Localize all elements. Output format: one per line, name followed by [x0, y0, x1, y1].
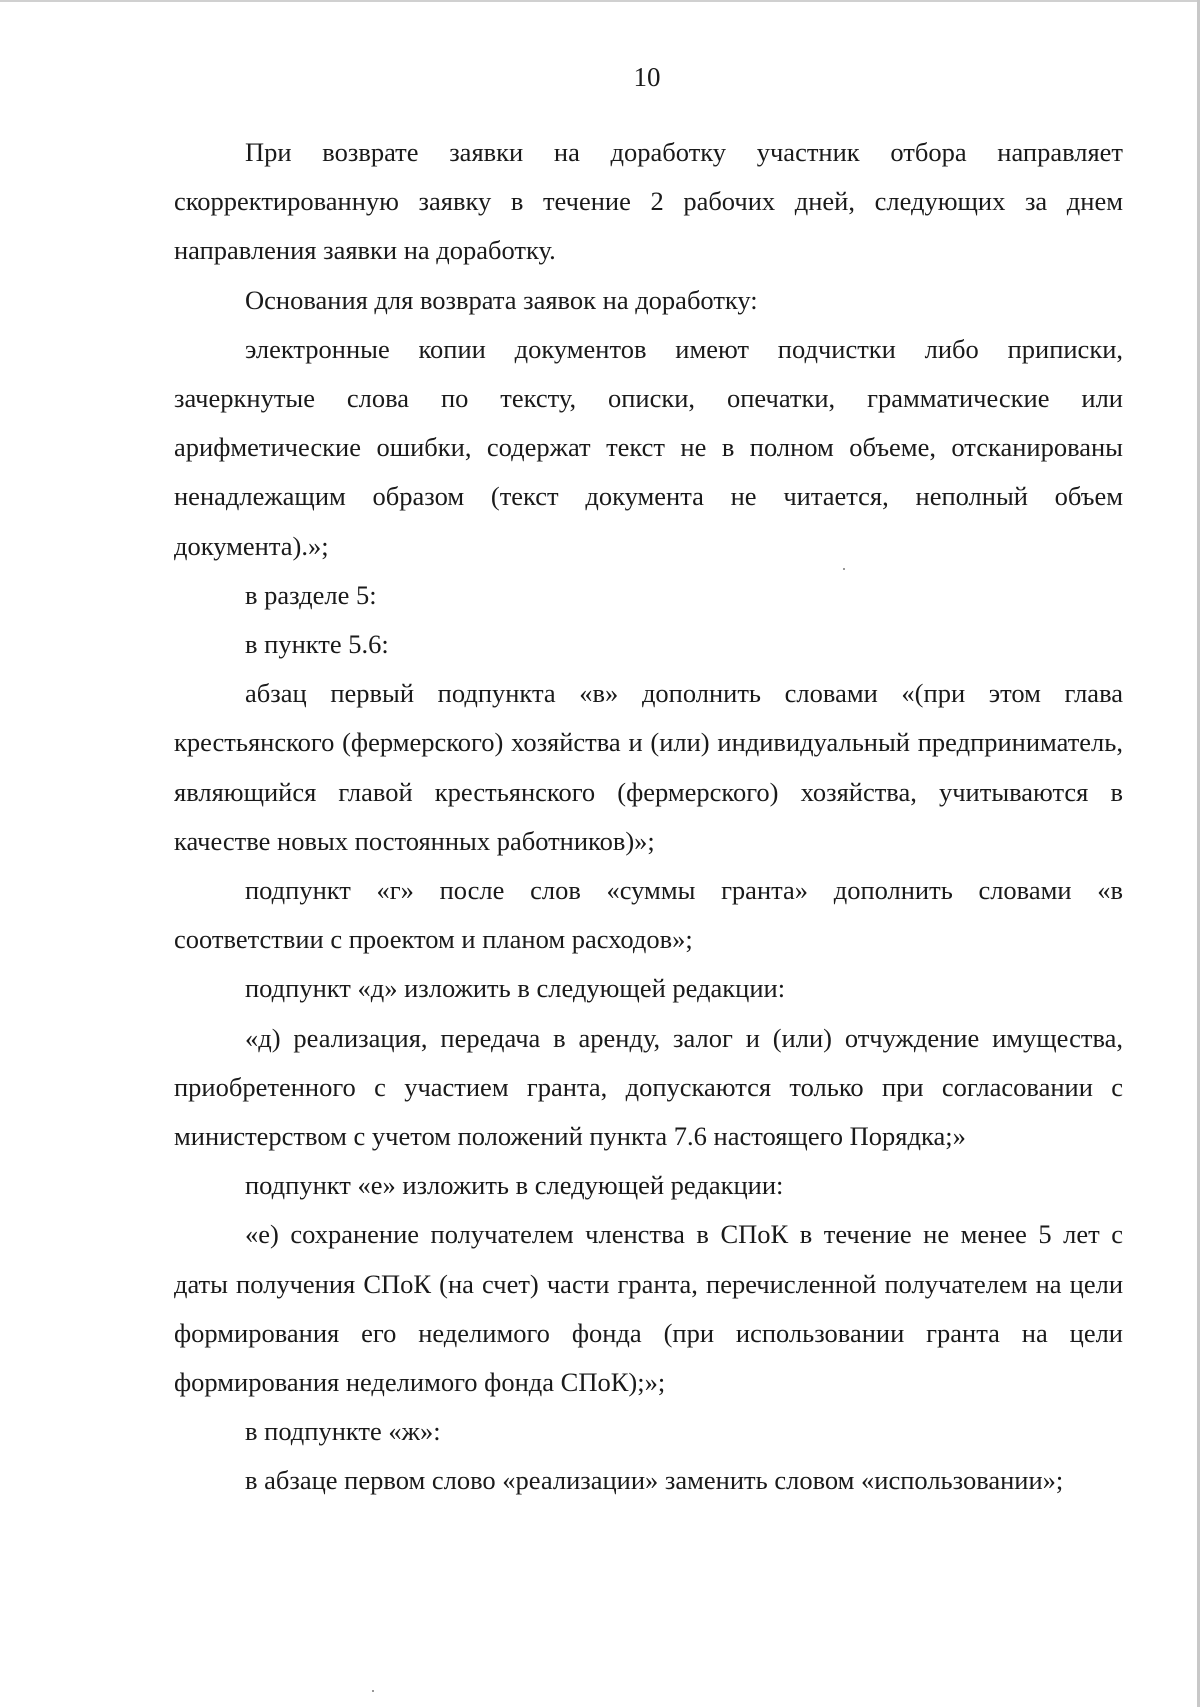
paragraph-return-grounds: электронные копии документов имеют подчистки либо приписки, зачеркнутые слова по тексту, описки, опечатки, грамматические или арифметические ошибки, содержат текст не в полном объеме, отсканированы ненадлежащим образом (текст документа не читается, неполный объем документа).»; [174, 333, 1123, 561]
scan-edge-top [0, 0, 1200, 2]
paragraph-subclause-g: подпункт «г» после слов «суммы гранта» дополнить словами «в соответствии с проектом и планом расходов»; [174, 875, 1123, 955]
scan-speck [843, 568, 845, 570]
paragraph-subclause-zh: в подпункте «ж»: [245, 1416, 441, 1447]
document-body [174, 128, 1123, 1506]
scan-speck [372, 1690, 374, 1692]
paragraph-return-for-revision: При возврате заявки на доработку участник отбора направляет скорректированную заявку в течение 2 рабочих дней, следующих за днем направления заявки на доработку. [174, 137, 1123, 266]
paragraph-subclause-e-text: «е) сохранение получателем членства в СПоК в течение не менее 5 лет с даты получения СПоК (на счет) части гранта, перечисленной получателем на цели формирования его неделимого фонда (при использовании гранта на цели формирования неделимого фонда СПоК);»; [174, 1219, 1123, 1398]
paragraph-subclause-e-heading: подпункт «е» изложить в следующей редакции: [245, 1170, 784, 1201]
paragraph-subclause-d-heading: подпункт «д» изложить в следующей редакции: [245, 973, 786, 1004]
paragraph-subclause-d-text: «д) реализация, передача в аренду, залог и (или) отчуждение имущества, приобретенного с участием гранта, допускаются только при согласовании с министерством с учетом положений пункта 7.6 настоящего Порядка;» [174, 1022, 1123, 1152]
paragraph-clause-5-6: в пункте 5.6: [245, 629, 389, 660]
page-number: 10 [633, 62, 661, 92]
paragraph-return-grounds-heading: Основания для возврата заявок на доработку: [245, 284, 758, 315]
paragraph-subclause-v: абзац первый подпункта «в» дополнить словами «(при этом глава крестьянского (фермерского) хозяйства и (или) индивидуальный предприниматель, являющийся главой крестьянского (фермерского) хозяйства, учитываются в качестве новых постоянных работников)»; [174, 678, 1123, 856]
paragraph-subclause-zh-first: в абзаце первом слово «реализации» заменить словом «использовании»; [245, 1465, 1064, 1496]
paragraph-section-5: в разделе 5: [245, 579, 377, 610]
